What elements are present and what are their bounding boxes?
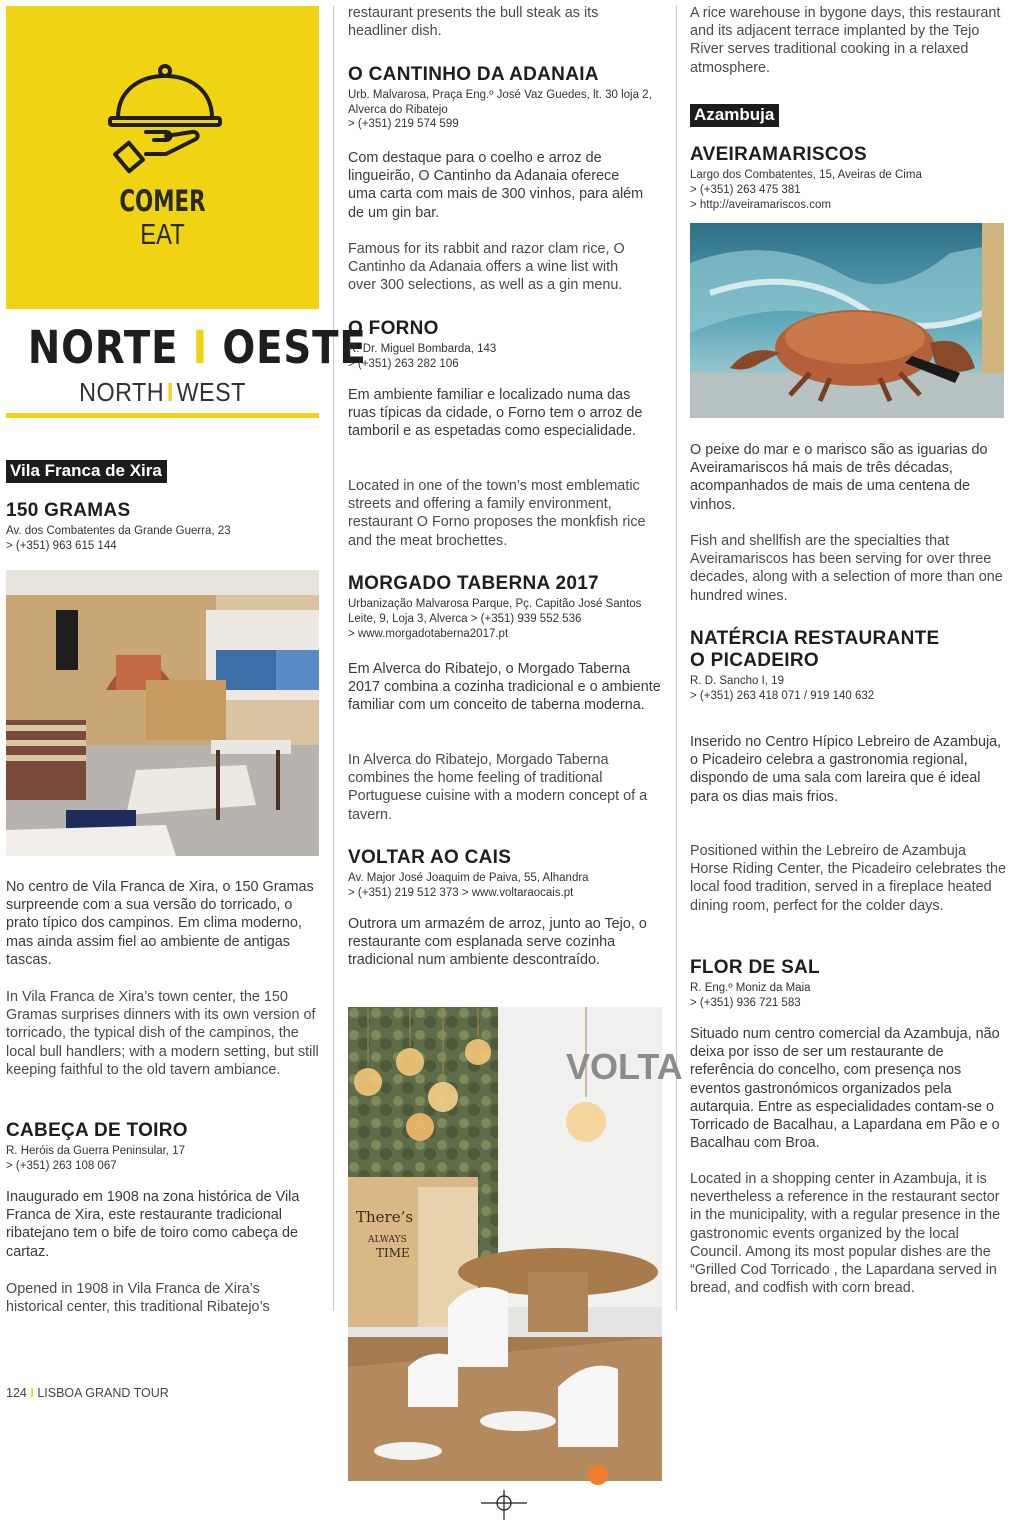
restaurant-name-cantinho-da-adanaia: O CANTINHO DA ADANAIA — [348, 64, 599, 85]
restaurant-phone: > (+351) 936 721 583 — [690, 997, 801, 1009]
restaurant-description-en-continued: restaurant presents the bull steak as its headliner dish. — [348, 5, 599, 40]
region-title-en: NORTH I WEST — [79, 377, 246, 407]
photo-board-text-2: ALWAYS — [368, 1235, 407, 1245]
restaurant-description-en: Positioned within the Lebreiro de Azambuja Horse Riding Center, the Picadeiro celebrates the local food tradition, served in a fireplace heated dining room, perfect for the colder days. — [690, 843, 1006, 914]
restaurant-description-pt: No centro de Vila Franca de Xira, o 150 Gramas surpreende com a sua versão do torricado, o prato típico dos campinos. Em clima moderno, mas ainda assim fiel ao ambiente de antigas tascas. — [6, 879, 314, 968]
restaurant-address: R. D. Sancho I, 19 — [690, 675, 784, 687]
restaurant-description-pt: Em Alverca do Ribatejo, o Morgado Taberna 2017 combina a cozinha tradicional e o ambiente familiar com um conceito de taberna moderna. — [348, 661, 661, 714]
photo-voltar-ao-cais-interior — [348, 1007, 683, 1481]
restaurant-description-en: A rice warehouse in bygone days, this restaurant and its adjacent terrace implanted by the Tejo River serves traditional cooking in a relaxed atmosphere. — [690, 5, 1001, 76]
restaurant-name-natercia-line1: NATÉRCIA RESTAURANTE — [690, 628, 940, 649]
restaurant-description-pt: Em ambiente familiar e localizado numa das ruas típicas da cidade, o Forno tem o arroz de tamboril e as espetadas como especialidade. — [348, 387, 643, 440]
restaurant-phone: > (+351) 263 475 381 — [690, 184, 801, 196]
restaurant-description-en: Famous for its rabbit and razor clam rice, O Cantinho da Adanaia offers a wine list with over 300 selections, as well as a gin menu. — [348, 241, 625, 294]
restaurant-description-en: Located in one of the town’s most emblematic streets and offering a family environment, restaurant O Forno proposes the monkfish rice and the meat brochettes. — [348, 478, 646, 549]
page-footer: 124 I LISBOA GRAND TOUR — [6, 1386, 169, 1400]
restaurant-address: R. Heróis da Guerra Peninsular, 17 — [6, 1145, 185, 1157]
column-divider-left — [333, 6, 334, 1311]
restaurant-website: > http://aveiramariscos.com — [690, 199, 831, 211]
section-header-box — [6, 6, 319, 309]
restaurant-description-pt: Inaugurado em 1908 na zona histórica de Vila Franca de Xira, este restaurante tradicional ribatejano tem o bife de toiro como cabeça de cartaz. — [6, 1189, 300, 1260]
page-number: 124 — [6, 1386, 27, 1400]
restaurant-description-pt: Outrora um armazém de arroz, junto ao Tejo, o restaurante com esplanada serve cozinha tradicional num ambiente descontraído. — [348, 916, 647, 969]
restaurant-name-150-gramas: 150 GRAMAS — [6, 500, 131, 521]
restaurant-phone: > (+351) 963 615 144 — [6, 540, 117, 552]
restaurant-name-flor-de-sal: FLOR DE SAL — [690, 957, 820, 978]
restaurant-name-natercia-line2: O PICADEIRO — [690, 650, 819, 671]
section-title-pt: COMER — [119, 184, 206, 218]
restaurant-description-pt: Com destaque para o coelho e arroz de lingueirão, O Cantinho da Adanaia oferece uma carta com mais de 300 vinhos, para além de um gin bar. — [348, 150, 644, 221]
photo-150-gramas-interior — [6, 570, 319, 856]
restaurant-address: Urbanização Malvarosa Parque, Pç. Capitão José Santos Leite, 9, Loja 3, Alverca > (+351) 939 552 536 — [348, 598, 642, 625]
region-underline — [6, 413, 319, 418]
location-tag-vila-franca: Vila Franca de Xira — [6, 460, 167, 483]
restaurant-description-en: Opened in 1908 in Vila Franca de Xira’s historical center, this traditional Ribatejo’s — [6, 1281, 270, 1316]
photo-board-text-3: TIME — [376, 1246, 410, 1260]
region-heading — [6, 321, 367, 408]
location-tag-azambuja: Azambuja — [690, 104, 779, 127]
restaurant-website: > www.morgadotaberna2017.pt — [348, 628, 509, 640]
photo-wall-sign: VOLTA — [566, 1046, 683, 1087]
restaurant-name-o-forno: O FORNO — [348, 318, 439, 339]
restaurant-description-en: Fish and shellfish are the specialties that Aveiramariscos has been serving for over three decades, along with a selection of more than one hundred wines. — [690, 533, 1003, 604]
restaurant-address: R. Eng.º Moniz da Maia — [690, 982, 811, 994]
section-title-en: EAT — [140, 219, 185, 251]
restaurant-address: Av. dos Combatentes da Grande Guerra, 23 — [6, 525, 231, 537]
restaurant-description-en: Located in a shopping center in Azambuja, it is nevertheless a reference in the restaurant sector in the municipality, with a regular presence in the gastronomic events organized by the local Council. Among its most popular dishes are the “Grilled Cod Torricado , the Lapardana served in bread, and codfish with corn bread. — [690, 1171, 1001, 1297]
photo-board-text-1: There’s — [356, 1208, 414, 1226]
restaurant-address: Av. Major José Joaquim de Paiva, 55, Alhandra — [348, 872, 589, 884]
column-divider-right — [676, 6, 677, 1311]
restaurant-name-cabeca-de-toiro: CABEÇA DE TOIRO — [6, 1120, 188, 1141]
restaurant-description-en: In Alverca do Ribatejo, Morgado Taberna combines the home feeling of traditional Portuguese cuisine with a modern concept of a tavern. — [348, 752, 648, 823]
cloche-icon — [106, 62, 224, 180]
publication-name: LISBOA GRAND TOUR — [37, 1386, 169, 1400]
restaurant-address: R. Dr. Miguel Bombarda, 143 — [348, 343, 497, 355]
restaurant-description-en: In Vila Franca de Xira’s town center, the 150 Gramas surprises dinners with its own version of torricado, the typical dish of the campinos, the local bull handlers; with a modern setting, but still keeping faithful to the old tavern ambiance. — [6, 989, 319, 1078]
restaurant-name-voltar-ao-cais: VOLTAR AO CAIS — [348, 847, 512, 868]
restaurant-phone: > (+351) 263 282 106 — [348, 358, 459, 370]
registration-mark-icon — [481, 1490, 527, 1520]
restaurant-address: Urb. Malvarosa, Praça Eng.º José Vaz Guedes, lt. 30 loja 2, Alverca do Ribatejo — [348, 89, 652, 116]
restaurant-phone: > (+351) 219 574 599 — [348, 118, 459, 130]
restaurant-name-morgado-taberna: MORGADO TABERNA 2017 — [348, 573, 599, 594]
restaurant-description-pt: O peixe do mar e o marisco são as iguarias do Aveiramariscos há mais de três décadas, acompanhados de mais de uma centena de vinhos. — [690, 442, 988, 513]
restaurant-address: Largo dos Combatentes, 15, Aveiras de Cima — [690, 169, 922, 181]
restaurant-phone: > (+351) 263 108 067 — [6, 1160, 117, 1172]
restaurant-phone: > (+351) 219 512 373 > www.voltaraocais.pt — [348, 887, 574, 899]
restaurant-phone: > (+351) 263 418 071 / 919 140 632 — [690, 690, 875, 702]
region-title-pt: NORTE I OESTE — [27, 321, 367, 374]
restaurant-description-pt: Situado num centro comercial da Azambuja, não deixa por isso de ser um restaurante de referência do concelho, com presença nos eventos gastronómicos organizados pela autarquia. Entre as especialidades contam-se o Torricado de Bacalhau, a Lapardana em Pão e o Bacalhau com Broa. — [690, 1026, 1000, 1152]
restaurant-description-pt: Inserido no Centro Hípico Lebreiro de Azambuja, o Picadeiro celebra a gastronomia regional, dispondo de uma sala com lareira que é ideal para os dias mais frios. — [690, 734, 1002, 805]
restaurant-name-aveiramariscos: AVEIRAMARISCOS — [690, 144, 867, 165]
photo-aveiramariscos-crab — [690, 223, 1004, 418]
